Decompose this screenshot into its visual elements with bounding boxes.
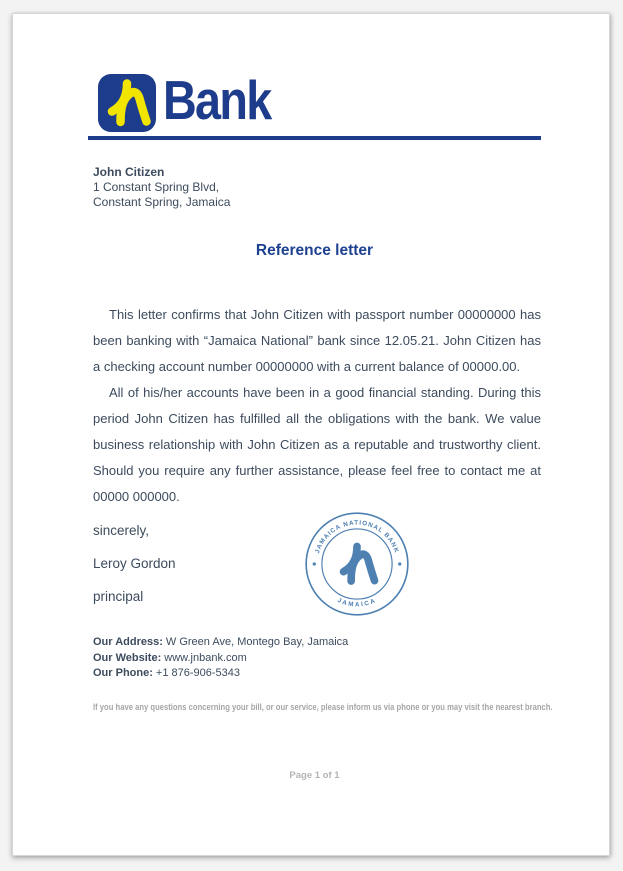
contact-footer <box>93 635 348 682</box>
footer-phone-value: +1 876-906-5343 <box>155 667 240 679</box>
seal-right-dot <box>398 562 401 565</box>
footer-website-value[interactable]: www.jnbank.com <box>164 651 247 664</box>
letter-title: Reference letter <box>255 242 374 259</box>
footer-website-row <box>93 651 348 667</box>
seal-bottom-text: JAMAICA <box>336 596 378 609</box>
jn-logo-icon <box>98 74 156 132</box>
footer-phone-label: Our Phone: <box>93 667 153 679</box>
recipient-address-line1: 1 Constant Spring Blvd, <box>93 180 220 194</box>
signature-name: Leroy Gordon <box>93 556 176 571</box>
bank-logo <box>98 68 290 132</box>
body-paragraph-1: This letter confirms that John Citizen with passport number 00000000 has been banking with “Jamaica National” bank since 12.05.21. John Citizen has a checking account number 00000000 with a current balance of 00000.00. <box>93 307 541 374</box>
footer-address-value: W Green Ave, Montego Bay, Jamaica <box>165 636 349 648</box>
footer-address-label: Our Address: <box>93 636 163 648</box>
footer-website-label: Our Website: <box>93 651 162 664</box>
seal-jn-glyph-icon <box>344 546 375 581</box>
letter-page <box>12 13 610 856</box>
signature-closing: sincerely, <box>93 523 150 538</box>
body-paragraph-2: All of his/her accounts have been in a good financial standing. During this period John Citizen has fulfilled all the obligations with the bank. We value business relationship with John Citizen as a reputable and trustworthy client. Should you require any further assistance, please feel free to contact me at 00000 000000. <box>93 385 541 504</box>
fine-print-notice: If you have any questions concerning your bill, or our service, please inform us via phone or you may visit the nearest branch. <box>93 702 553 712</box>
seal-left-dot <box>313 562 316 565</box>
page-number: Page 1 of 1 <box>289 770 340 781</box>
signature-role: principal <box>93 589 144 604</box>
bank-seal-stamp <box>303 510 411 618</box>
recipient-block <box>93 165 230 210</box>
footer-address-row <box>93 635 348 651</box>
header-divider <box>88 136 541 140</box>
recipient-name: John Citizen <box>93 165 165 179</box>
seal-top-text: JAMAICA NATIONAL BANK <box>314 519 401 555</box>
recipient-address-line2: Constant Spring, Jamaica <box>93 195 231 209</box>
footer-phone-row <box>93 666 348 682</box>
bank-logo-text: Bank <box>163 68 271 131</box>
